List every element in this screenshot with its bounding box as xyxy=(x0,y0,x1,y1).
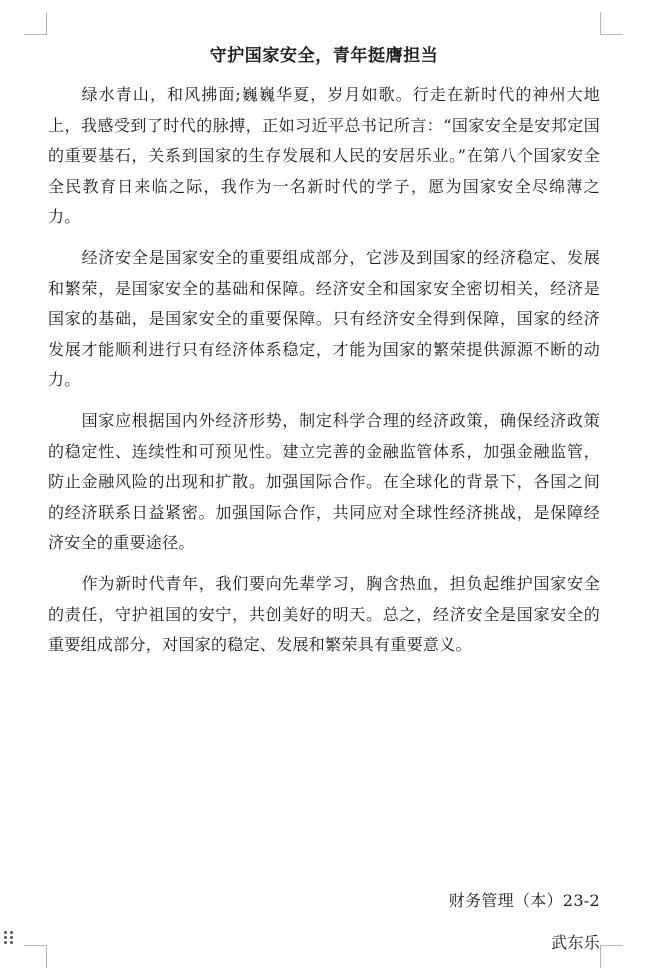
page-corner-mark-top-left xyxy=(24,12,47,35)
document-title[interactable]: 守护国家安全，青年挺膺担当 xyxy=(209,46,439,66)
signature-name[interactable]: 武东乐 xyxy=(551,933,600,952)
paragraph-1[interactable]: 绿水青山，和风拂面;巍巍华夏，岁月如歌。行走在新时代的神州大地上，我感受到了时代的脉搏，正如习近平总书记所言：“国家安全是安邦定国的重要基石，关系到国家的生存发展和人民的安居乐业。”在第八个国家安全全民教育日来临之际，我作为一名新时代的学子，愿为国家安全尽绵薄之力。 xyxy=(48,85,600,227)
paragraph-2[interactable]: 经济安全是国家安全的重要组成部分，它涉及到国家的经济稳定、发展和繁荣，是国家安全的基础和保障。经济安全和国家安全密切相关，经济是国家的基础，是国家安全的重要保障。只有经济安全得到保障，国家的经济发展才能顺利进行只有经济体系稳定，才能为国家的繁荣提供源源不断的动力。 xyxy=(48,247,600,390)
paragraph-4[interactable]: 作为新时代青年，我们要向先辈学习，胸含热血，担负起维护国家安全的责任，守护祖国的安宁，共创美好的明天。总之，经济安全是国家安全的重要组成部分，对国家的稳定、发展和繁荣具有重要意义。 xyxy=(48,573,600,655)
page-corner-mark-top-right xyxy=(600,12,623,35)
drag-handle-icon[interactable] xyxy=(4,931,14,951)
document-page xyxy=(48,42,600,661)
signature-department[interactable]: 财务管理（本）23-2 xyxy=(448,891,600,910)
page-corner-mark-bottom-left xyxy=(24,945,47,968)
paragraph-3[interactable]: 国家应根据国内外经济形势，制定科学合理的经济政策，确保经济政策的稳定性、连续性和可预见性。建立完善的金融监管体系，加强金融监管，防止金融风险的出现和扩散。加强国际合作。在全球化的背景下，各国之间的经济联系日益紧密。加强国际合作，共同应对全球性经济挑战，是保障经济安全的重要途径。 xyxy=(48,410,600,553)
page-corner-mark-bottom-right xyxy=(600,945,623,968)
